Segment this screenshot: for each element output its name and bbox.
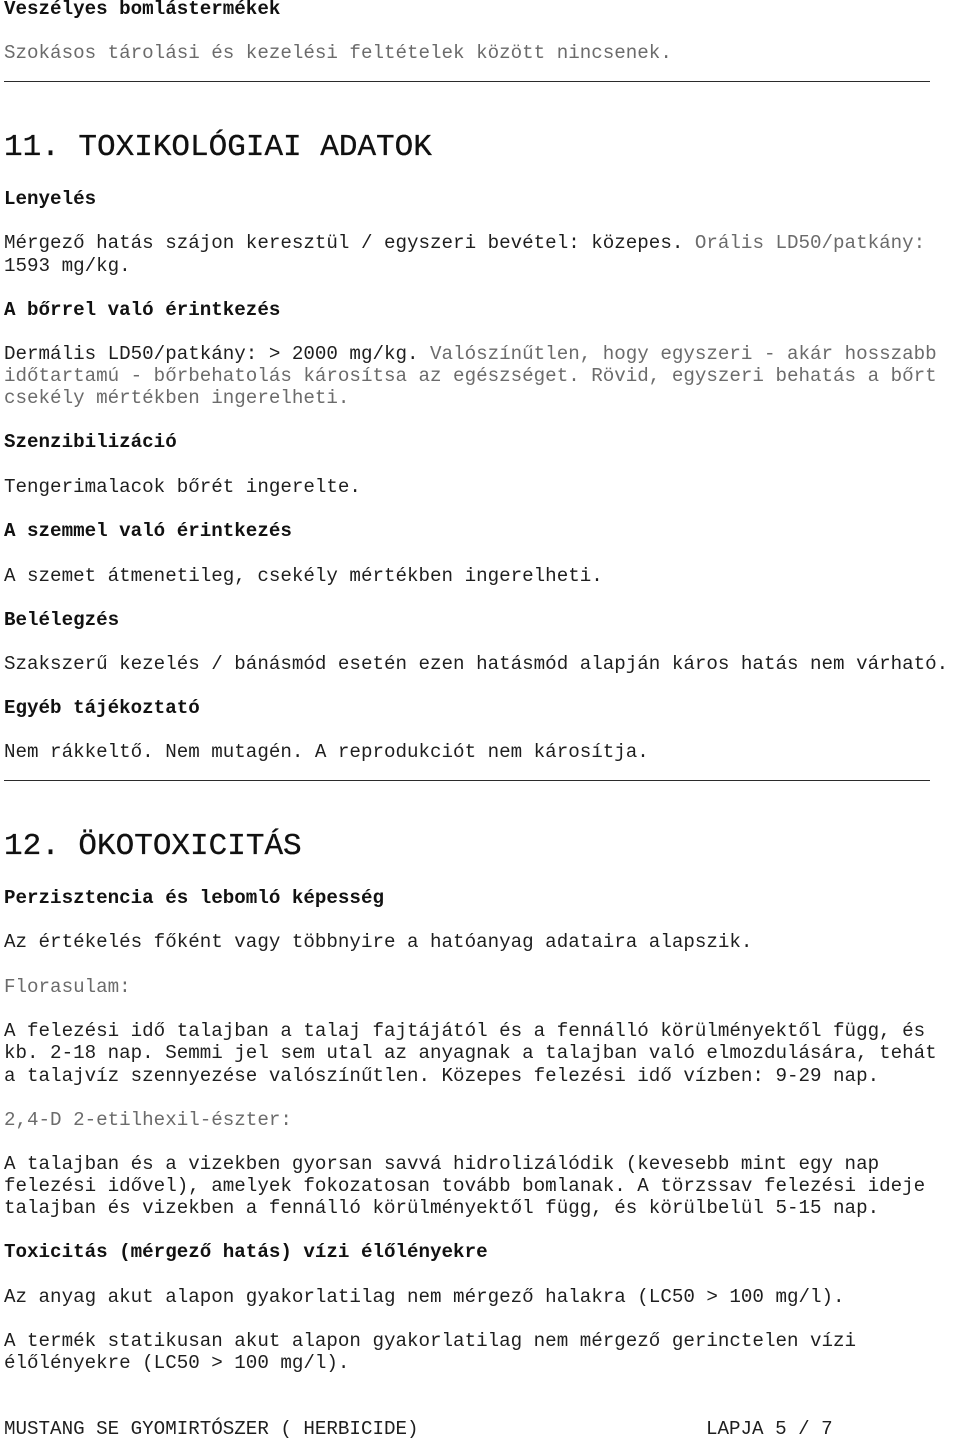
skin-contact-line-3: csekély mértékben ingerelheti. — [4, 387, 350, 409]
section-divider — [4, 780, 930, 781]
persistence-intro: Az értékelés főként vagy többnyire a hatóanyag adataira alapszik. — [4, 931, 753, 953]
ingestion-line-1 — [4, 232, 925, 254]
florasulam-line-2: kb. 2-18 nap. Semmi jel sem utal az anyagnak a talajban való elmozdulására, tehát — [4, 1042, 937, 1064]
section-divider — [4, 81, 930, 82]
oral-ld50-label: Orális LD50/patkány: — [694, 232, 926, 254]
skin-contact-heading: A bőrrel való érintkezés — [4, 299, 281, 321]
other-info-text: Nem rákkeltő. Nem mutagén. A reprodukciót nem károsítja. — [4, 741, 649, 763]
sensitization-heading: Szenzibilizáció — [4, 431, 177, 453]
skin-contact-text: Valószínűtlen, hogy egyszeri - akár hosszabb — [430, 343, 937, 365]
aquatic-toxicity-heading: Toxicitás (mérgező hatás) vízi élőlényekre — [4, 1241, 488, 1263]
decomposition-text: Szokásos tárolási és kezelési feltételek között nincsenek. — [4, 42, 672, 64]
inhalation-text: Szakszerű kezelés / bánásmód esetén ezen hatásmód alapján káros hatás nem várható. — [4, 653, 949, 675]
florasulam-line-3: a talajvíz szennyezése valószínűtlen. Közepes felezési idő vízben: 9-29 nap. — [4, 1065, 880, 1087]
persistence-heading: Perzisztencia és lebomló képesség — [4, 887, 384, 909]
ingestion-text: Mérgező hatás szájon keresztül / egyszeri bevétel: közepes. — [4, 232, 695, 254]
footer-page-number: LAPJA 5 / 7 — [706, 1418, 833, 1440]
ester-line-2: felezési idővel), amelyek fokozatosan tovább bomlanak. A törzssav felezési ideje — [4, 1175, 926, 1197]
ester-line-3: talajban és vizekben a fennálló körülményektől függ, és körülbelül 5-15 nap. — [4, 1197, 880, 1219]
section-11-title: 11. TOXIKOLÓGIAI ADATOK — [4, 130, 432, 165]
section-12-title: 12. ÖKOTOXICITÁS — [4, 829, 302, 864]
skin-contact-line-2: időtartamú - bőrbehatolás károsítsa az egészséget. Rövid, egyszeri behatás a bőrt — [4, 365, 937, 387]
fish-toxicity-text: Az anyag akut alapon gyakorlatilag nem mérgező halakra (LC50 > 100 mg/l). — [4, 1286, 845, 1308]
dermal-ld50-text: Dermális LD50/patkány: > 2000 mg/kg. — [4, 343, 431, 365]
ester-line-1: A talajban és a vizekben gyorsan savvá hidrolizálódik (kevesebb mint egy nap — [4, 1153, 880, 1175]
invertebrate-toxicity-line-1: A termék statikusan akut alapon gyakorlatilag nem mérgező gerinctelen vízi — [4, 1330, 857, 1352]
eye-contact-heading: A szemmel való érintkezés — [4, 520, 292, 542]
footer-product-name: MUSTANG SE GYOMIRTÓSZER ( HERBICIDE) — [4, 1418, 419, 1440]
ester-label: 2,4-D 2-etilhexil-észter: — [4, 1109, 292, 1131]
ingestion-heading: Lenyelés — [4, 188, 97, 210]
inhalation-heading: Belélegzés — [4, 609, 120, 631]
skin-contact-line-1 — [4, 343, 937, 365]
invertebrate-toxicity-line-2: élőlényekre (LC50 > 100 mg/l). — [4, 1352, 350, 1374]
sensitization-text: Tengerimalacok bőrét ingerelte. — [4, 476, 361, 498]
oral-ld50-value: 1593 mg/kg. — [4, 255, 131, 277]
other-info-heading: Egyéb tájékoztató — [4, 697, 200, 719]
eye-contact-text: A szemet átmenetileg, csekély mértékben ingerelheti. — [4, 565, 603, 587]
florasulam-line-1: A felezési idő talajban a talaj fajtájától és a fennálló körülményektől függ, és — [4, 1020, 926, 1042]
florasulam-label: Florasulam: — [4, 976, 131, 998]
decomposition-heading: Veszélyes bomlástermékek — [4, 0, 281, 20]
